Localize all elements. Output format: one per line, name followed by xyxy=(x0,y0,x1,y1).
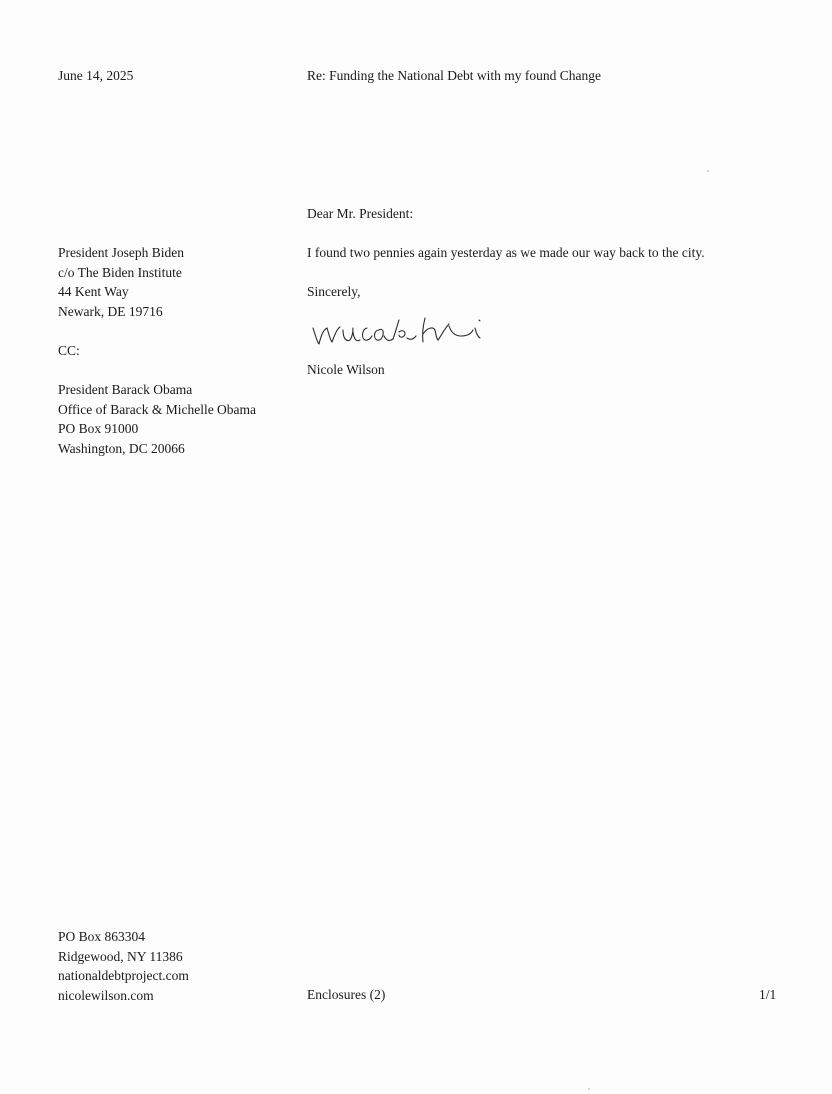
website-link: nicolewilson.com xyxy=(58,987,154,1003)
address-line: c/o The Biden Institute xyxy=(58,264,182,280)
enclosures-note: Enclosures (2) xyxy=(307,987,386,1002)
sender-address xyxy=(58,927,189,1005)
address-line: Washington, DC 20066 xyxy=(58,440,185,456)
cc-label: CC: xyxy=(58,343,80,358)
address-line: President Barack Obama xyxy=(58,382,193,397)
address-line: PO Box 863304 xyxy=(58,929,146,944)
handwritten-signature xyxy=(309,296,489,352)
address-line: Office of Barack & Michelle Obama xyxy=(58,401,257,417)
address-line: Ridgewood, NY 11386 xyxy=(58,948,183,964)
website-link: nationaldebtproject.com xyxy=(58,968,189,983)
recipient-address xyxy=(58,243,184,321)
address-line: PO Box 91000 xyxy=(58,421,139,436)
letter-body: I found two pennies again yesterday as we made our way back to the city. xyxy=(307,245,705,260)
letter-date: June 14, 2025 xyxy=(58,68,134,83)
scan-speck xyxy=(707,170,709,172)
signer-name: Nicole Wilson xyxy=(307,362,385,377)
address-line: Newark, DE 19716 xyxy=(58,303,163,319)
address-line: 44 Kent Way xyxy=(58,284,129,299)
address-line: President Joseph Biden xyxy=(58,245,184,260)
page-number: 1/1 xyxy=(759,987,777,1002)
letter-subject: Re: Funding the National Debt with my found Change xyxy=(307,68,601,83)
scan-speck xyxy=(588,1088,590,1090)
salutation: Dear Mr. President: xyxy=(307,206,414,221)
closing: Sincerely, xyxy=(307,284,361,299)
cc-address xyxy=(58,380,256,458)
